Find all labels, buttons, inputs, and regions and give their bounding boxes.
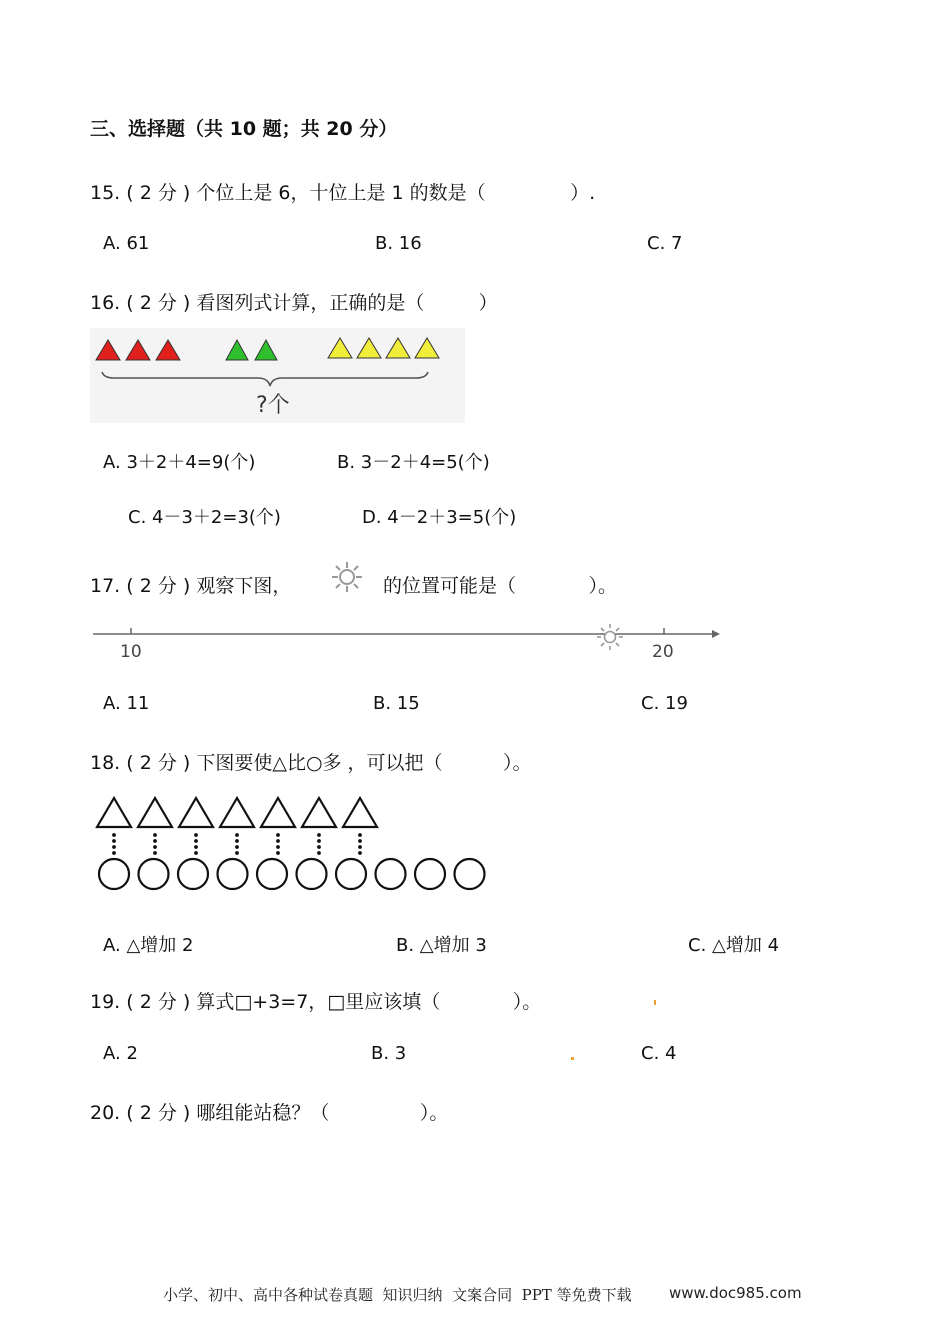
connector-dot <box>112 839 116 843</box>
circle-shape <box>336 859 366 889</box>
sun-marker-icon <box>597 624 623 650</box>
q16-option-b[interactable]: B. 3－2＋4=5(个) <box>337 452 490 473</box>
q15-option-c[interactable]: C. 7 <box>647 233 683 254</box>
connector-dot <box>276 845 280 849</box>
q18-shapes-figure <box>90 790 500 895</box>
q16-option-d[interactable]: D. 4－2＋3=5(个) <box>362 507 517 528</box>
connector-dot <box>276 851 280 855</box>
tick-label-10: 10 <box>120 642 142 662</box>
q17-option-a[interactable]: A. 11 <box>103 693 150 714</box>
triangle-shape <box>220 798 254 827</box>
question-18: 18. ( 2 分 ) 下图要使△比○多 ，可以把（ ）。 <box>90 752 532 774</box>
circle-shape <box>218 859 248 889</box>
q17-option-b[interactable]: B. 15 <box>373 693 420 714</box>
q16-figure-label: ?个 <box>256 393 290 418</box>
circle-shape <box>139 859 169 889</box>
connector-dot <box>235 839 239 843</box>
section-title: 三、选择题（共 10 题；共 20 分） <box>90 118 398 140</box>
circle-shape <box>376 859 406 889</box>
question-20: 20. ( 2 分 ) 哪组能站稳？（ ）。 <box>90 1102 449 1124</box>
q18-option-b[interactable]: B. △增加 3 <box>396 935 487 956</box>
connector-dot <box>317 851 321 855</box>
circle-shape <box>257 859 287 889</box>
question-16: 16. ( 2 分 ) 看图列式计算，正确的是（ ） <box>90 292 498 314</box>
decorative-dot <box>654 1000 656 1005</box>
circle-shape <box>178 859 208 889</box>
circle-shape <box>99 859 129 889</box>
connector-dot <box>317 833 321 837</box>
q17-option-c[interactable]: C. 19 <box>641 693 688 714</box>
triangle-shape <box>302 798 336 827</box>
connector-dot <box>153 833 157 837</box>
connector-dot <box>358 851 362 855</box>
footer-url[interactable]: www.doc985.com <box>669 1284 802 1302</box>
triangle-shape <box>261 798 295 827</box>
connector-dot <box>112 851 116 855</box>
decorative-dot <box>571 1057 574 1060</box>
q18-option-a[interactable]: A. △增加 2 <box>103 935 194 956</box>
connector-dot <box>317 845 321 849</box>
connector-dot <box>358 845 362 849</box>
q15-option-a[interactable]: A. 61 <box>103 233 150 254</box>
q16-triangles-figure <box>90 328 465 423</box>
connector-dot <box>194 839 198 843</box>
q19-option-a[interactable]: A. 2 <box>103 1043 138 1064</box>
tick-label-20: 20 <box>652 642 674 662</box>
connector-dot <box>194 833 198 837</box>
connector-dot <box>235 833 239 837</box>
connector-dot <box>153 839 157 843</box>
connector-dot <box>276 833 280 837</box>
connector-dot <box>194 851 198 855</box>
connector-dot <box>358 833 362 837</box>
q15-option-b[interactable]: B. 16 <box>375 233 422 254</box>
sun-icon <box>330 560 364 594</box>
q19-option-b[interactable]: B. 3 <box>371 1043 407 1064</box>
q16-option-c[interactable]: C. 4－3＋2=3(个) <box>128 507 281 528</box>
connector-dot <box>317 839 321 843</box>
triangle-shape <box>179 798 213 827</box>
triangle-shape <box>138 798 172 827</box>
circle-shape <box>415 859 445 889</box>
connector-dot <box>153 851 157 855</box>
connector-dot <box>153 845 157 849</box>
connector-dot <box>194 845 198 849</box>
question-19: 19. ( 2 分 ) 算式□+3=7，□里应该填（ ）。 <box>90 991 542 1013</box>
connector-dot <box>358 839 362 843</box>
question-17-part2: 的位置可能是（ ）。 <box>383 575 617 597</box>
connector-dot <box>112 833 116 837</box>
q19-option-c[interactable]: C. 4 <box>641 1043 677 1064</box>
connector-dot <box>235 851 239 855</box>
q16-option-a[interactable]: A. 3＋2＋4=9(个) <box>103 452 256 473</box>
triangle-shape <box>343 798 377 827</box>
circle-shape <box>297 859 327 889</box>
triangle-shape <box>97 798 131 827</box>
connector-dot <box>276 839 280 843</box>
q18-option-c[interactable]: C. △增加 4 <box>688 935 780 956</box>
circle-shape <box>455 859 485 889</box>
connector-dot <box>112 845 116 849</box>
question-17-part1: 17. ( 2 分 ) 观察下图， <box>90 575 292 597</box>
connector-dot <box>235 845 239 849</box>
question-15: 15. ( 2 分 ) 个位上是 6，十位上是 1 的数是（ ）. <box>90 182 596 204</box>
footer-text: 小学、初中、高中各种试卷真题 知识归纳 文案合同 PPT 等免费下载 <box>163 1286 632 1304</box>
number-line <box>90 620 725 668</box>
